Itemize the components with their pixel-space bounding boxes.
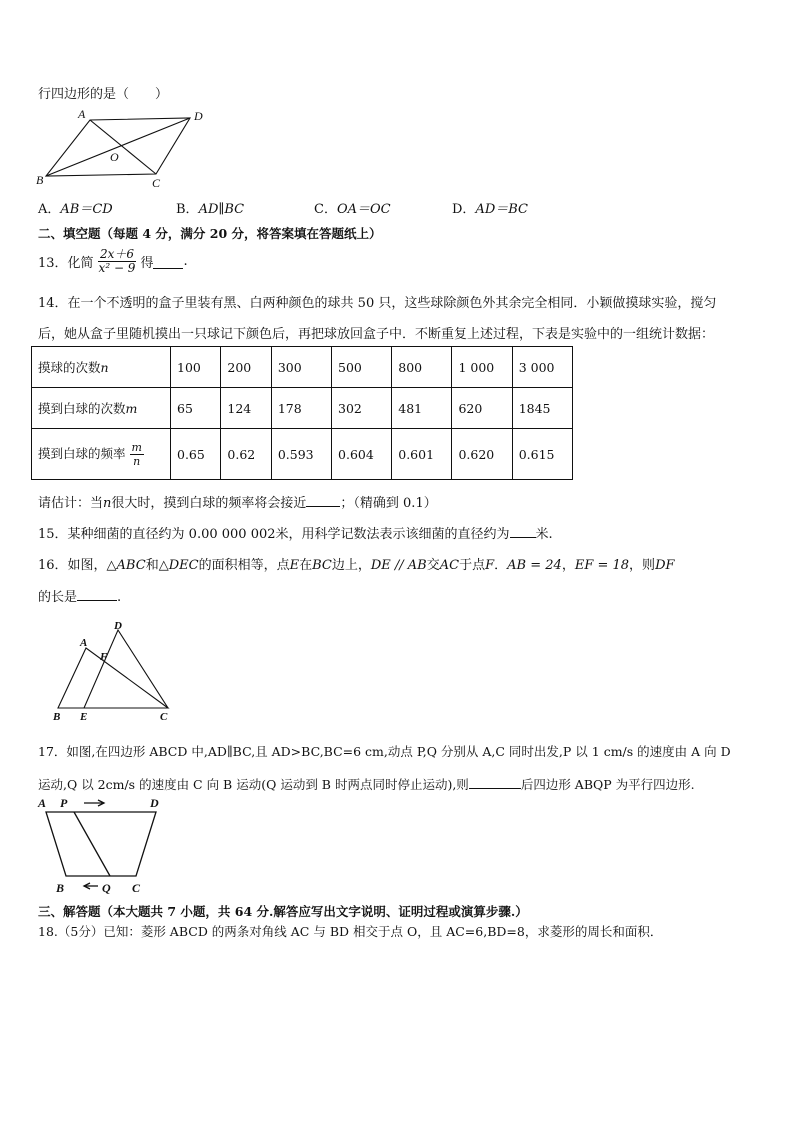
- frequency-fraction: $\frac{m}{n}$: [131, 440, 142, 468]
- label-c: C: [132, 881, 141, 895]
- q14-estimate: 请估计：当n很大时，摸到白球的频率将会接近 ；（精确到 0.1）: [38, 492, 437, 511]
- label-c: C: [152, 176, 161, 190]
- cell: 1 000: [452, 347, 512, 388]
- cell: 3 000: [512, 347, 572, 388]
- table-row: [32, 347, 573, 388]
- cell: 302: [332, 388, 392, 429]
- table-row: [32, 429, 573, 480]
- cell: 200: [221, 347, 271, 388]
- cell: 0.62: [221, 429, 271, 480]
- q13-answer-blank[interactable]: [153, 254, 183, 269]
- section-3-title: 三、解答题（本大题共 7 小题，共 64 分.解答应写出文字说明、证明过程或演算步骤.）: [38, 904, 528, 919]
- q15: 15．某种细菌的直径约为 0.00 000 002米，用科学记数法表示该细菌的直径约为 米.: [38, 523, 553, 542]
- q14-answer-blank[interactable]: [306, 492, 340, 507]
- segment-pq: [74, 812, 110, 876]
- option-text: AB＝CD: [60, 202, 113, 217]
- diagonal-bd: [46, 118, 190, 176]
- q17-line-1: 17．如图,在四边形 ABCD 中,AD∥BC,且 AD>BC,BC=6 cm,动点 P,Q 分别从 A,C 同时出发,P 以 1 cm/s 的速度由 A 向 D: [38, 744, 731, 759]
- cell: 0.601: [392, 429, 452, 480]
- label-a: A: [80, 637, 88, 649]
- row-header-m: 摸到白球的次数m: [32, 388, 171, 429]
- label-o: O: [110, 150, 119, 164]
- triangle-dec: [84, 630, 168, 708]
- trapezoid-abcd: [46, 812, 156, 876]
- cell: 500: [332, 347, 392, 388]
- q13-prefix: 13．化简: [38, 256, 94, 271]
- label-b: B: [56, 881, 65, 895]
- option-text: OA＝OC: [336, 202, 391, 217]
- label-f: F: [100, 651, 108, 663]
- row-header-frequency: 摸到白球的频率 $\frac{m}{n}$: [32, 429, 171, 480]
- q16-triangle-figure: [46, 618, 182, 722]
- label-c: C: [160, 711, 168, 722]
- cell: 0.620: [452, 429, 512, 480]
- q14-statistics-table: [31, 346, 573, 480]
- label-b: B: [53, 711, 61, 722]
- cell: 0.615: [512, 429, 572, 480]
- option-text: AD＝BC: [475, 202, 528, 217]
- label-a: A: [78, 107, 86, 121]
- label-d: D: [114, 620, 122, 632]
- cell: 0.604: [332, 429, 392, 480]
- cell: 178: [271, 388, 331, 429]
- q13-denominator: x² − 9: [98, 261, 136, 275]
- row-header-n: 摸球的次数n: [32, 347, 171, 388]
- triangle-abc: [58, 648, 168, 708]
- q16-line-2: 的长是 .: [38, 586, 121, 605]
- q12-option-c: [314, 198, 391, 217]
- q16-answer-blank[interactable]: [77, 586, 117, 601]
- q12-option-a: [38, 198, 113, 217]
- option-letter: A．: [38, 202, 61, 217]
- q13-suffix: 得: [140, 256, 154, 271]
- q18: 18.（5分）已知：菱形 ABCD 的两条对角线 AC 与 BD 相交于点 O，且 AC=6,BD=8，求菱形的周长和面积．: [38, 924, 663, 939]
- q17-answer-blank[interactable]: [469, 774, 521, 789]
- cell: 620: [452, 388, 512, 429]
- option-letter: C．: [314, 202, 337, 217]
- q15-answer-blank[interactable]: [510, 523, 536, 538]
- q12-stem: 行四边形的是（ ）: [38, 87, 169, 102]
- cell: 800: [392, 347, 452, 388]
- option-letter: B．: [176, 202, 199, 217]
- option-text: AD∥BC: [198, 202, 245, 217]
- cell: 0.65: [171, 429, 221, 480]
- label-d: D: [194, 109, 203, 123]
- q17-trapezoid-figure: [32, 794, 172, 898]
- cell: 100: [171, 347, 221, 388]
- table-row: [32, 388, 573, 429]
- cell: 65: [171, 388, 221, 429]
- diagonal-ac: [90, 120, 156, 174]
- cell: 481: [392, 388, 452, 429]
- option-letter: D．: [452, 202, 476, 217]
- label-q: Q: [102, 881, 111, 895]
- label-d: D: [150, 796, 159, 810]
- label-b: B: [36, 173, 44, 187]
- q13: [38, 248, 188, 275]
- cell: 0.593: [271, 429, 331, 480]
- q13-fraction: [97, 248, 138, 275]
- q14-line-2: 后，她从盒子里随机摸出一只球记下颜色后，再把球放回盒子中．不断重复上述过程，下表是实验中的一组统计数据：: [38, 327, 715, 342]
- q13-numerator: 2x＋6: [99, 247, 135, 261]
- q12-option-d: [452, 198, 528, 217]
- q12-parallelogram-figure: [30, 104, 220, 190]
- label-p: P: [60, 796, 68, 810]
- section-2-title: 二、填空题（每题 4 分，满分 20 分，将答案填在答题纸上）: [38, 226, 382, 241]
- cell: 124: [221, 388, 271, 429]
- q17-line-2: 运动,Q 以 2cm/s 的速度由 C 向 B 运动(Q 运动到 B 时两点同时停止运动),则 后四边形 ABQP 为平行四边形.: [38, 774, 695, 793]
- q16-line-1: 16．如图，△ABC和△DEC的面积相等，点E在BC边上，DE // AB交AC于点F．AB = 24，EF = 18，则DF: [38, 558, 675, 573]
- cell: 300: [271, 347, 331, 388]
- label-a: A: [38, 796, 47, 810]
- cell: 1845: [512, 388, 572, 429]
- q14-line-1: 14．在一个不透明的盒子里装有黑、白两种颜色的球共 50 只，这些球除颜色外其余完全相同．小颖做摸球实验，搅匀: [38, 296, 717, 311]
- q13-end: .: [183, 254, 188, 269]
- q12-option-b: [176, 198, 244, 217]
- label-e: E: [80, 711, 88, 722]
